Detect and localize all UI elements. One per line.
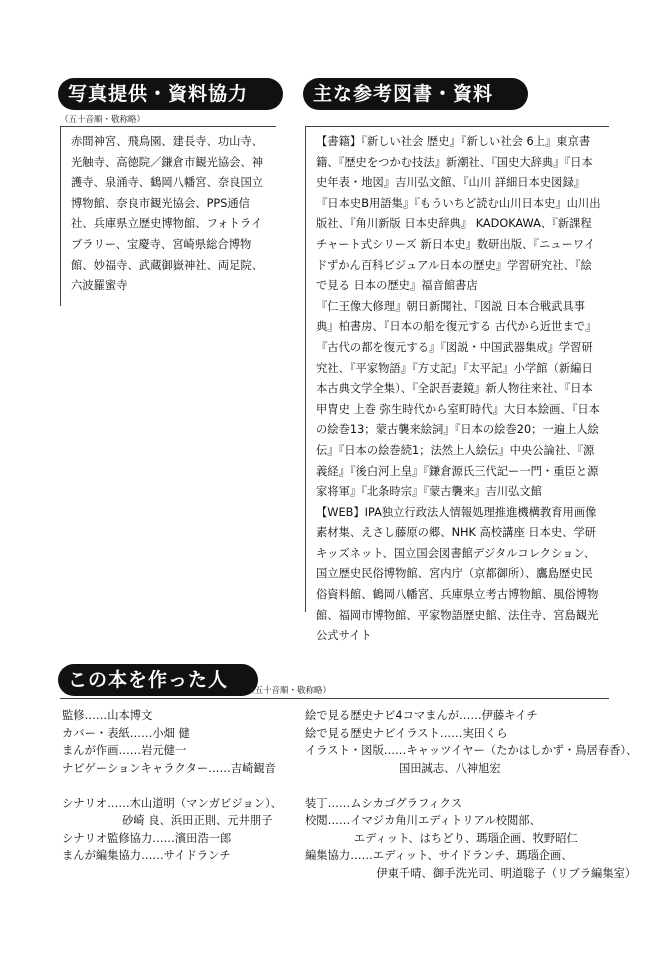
staff-right-line: エディット、はちどり、瑪瑙企画、牧野昭仁 <box>305 831 578 845</box>
staff-left-line: 砂崎 良、浜田正則、元井朋子 <box>62 814 273 827</box>
staff-left-line: シナリオ監修協力……濱田浩一郎 <box>62 831 232 845</box>
staff-left-gap <box>62 777 282 795</box>
staff-left-line: まんが編集協力……サイドランチ <box>62 849 231 862</box>
references-title: 主な参考図書・資料 <box>303 78 528 110</box>
staff-right-line: 国田誠志、八神旭宏 <box>305 761 501 775</box>
staff-right-column <box>305 707 637 882</box>
staff-right-line: 絵で見る歴史ナビ4コマまんが……伊藤キイチ <box>305 709 538 722</box>
photo-credits-box <box>60 126 276 306</box>
references-books: 【書籍】『新しい社会 歴史』『新しい社会 6上』東京書籍、『歴史をつかむ技法』新潮社、『国史大辞典』『日本史年表・地図』吉川弘文館、『山川 詳細日本史図録』『日本史B用語集』『もういちど読む山川日本史』山川出版社、『角川新版 日本史辞典』 KADOKAWA、『新課程 チャート式シリーズ 新日本史』数研出版、『ニューワイドずかん百科ビジュアル日本の歴史』学習研究社、『絵で見る 日本の歴史』福音館書店 <box>316 135 601 293</box>
staff-right-line: 校閲……イマジカ角川エディトリアル校閲部、 <box>305 814 541 827</box>
staff-right-line: 伊東千晴、御手洗光司、明道聡子（リブラ編集室） <box>305 866 637 880</box>
staff-left-line: まんが作画……岩元健一 <box>62 744 187 757</box>
staff-left-line: 監修……山本博文 <box>62 709 153 722</box>
photo-credits-note: （五十音順・敬称略） <box>60 115 146 125</box>
staff-right-line: 装丁……ムシカゴグラフィクス <box>305 796 463 810</box>
staff-left-column <box>62 707 282 865</box>
staff-left-line: カバー・表紙……小畑 健 <box>62 726 190 740</box>
staff-right-line: 絵で見る歴史ナビイラスト……実田くら <box>305 726 508 740</box>
staff-divider <box>60 698 609 699</box>
photo-credits-text: 赤間神宮、飛鳥園、建長寺、功山寺、光触寺、高徳院／鎌倉市観光協会、神護寺、泉涌寺、鶴岡八幡宮、奈良国立博物館、奈良市観光協会、PPS通信社、兵庫県立歴史博物館、フォトライブラリー、宝慶寺、宮崎県総合博物館、妙福寺、武蔵御嶽神社、両足院、六波羅蜜寺 <box>71 135 264 293</box>
references-books-2: 『仁王像大修理』朝日新聞社、『図説 日本合戦武具事典』柏書房、『日本の船を復元する 古代から近世まで』『古代の都を復元する』『図説・中国武器集成』学習研究社、『平家物語』『方丈記』『太平記』小学館（新編日本古典文学全集）、『全訳吾妻鏡』新人物往来社、『日本甲冑史 上巻 弥生時代から室町時代』大日本絵画、『日本の絵巻13；蒙古襲来絵詞』『日本の絵巻20；一遍上人絵伝』『日本の絵巻続1；法然上人絵伝』中央公論社、『源義経』『後白河上皇』『鎌倉源氏三代記ー一門・重臣と源家将軍』『北条時宗』『蒙古襲来』吉川弘文館 <box>316 299 600 499</box>
photo-credits-title: 写真提供・資料協力 <box>58 78 283 110</box>
staff-right-line: イラスト・図版……キャッツイヤー（たかはしかず・鳥居春香）、 <box>305 744 638 757</box>
staff-left-line: シナリオ……木山道明（マンガビジョン）、 <box>62 796 282 810</box>
staff-note: （五十音順・敬称略） <box>246 686 332 696</box>
staff-right-gap <box>305 777 637 795</box>
references-web: 【WEB】IPA独立行政法人情報処理推進機構教育用画像素材集、えさし藤原の郷、NHK 高校講座 日本史、学研キッズネット、国立国会図書館デジタルコレクション、国立歴史民俗博物館、宮内庁（京都御所）、鷹島歴史民俗資料館、鶴岡八幡宮、兵庫県立考古博物館、風俗博物館、福岡市博物館、平家物語歴史館、法住寺、宮島観光公式サイト <box>316 505 599 643</box>
staff-right-line: 編集協力……エディット、サイドランチ、瑪瑙企画、 <box>305 849 573 862</box>
references-box <box>305 126 609 643</box>
staff-title: この本を作った人 <box>58 664 258 696</box>
staff-left-line: ナビゲーションキャラクター……吉崎観音 <box>62 761 276 775</box>
